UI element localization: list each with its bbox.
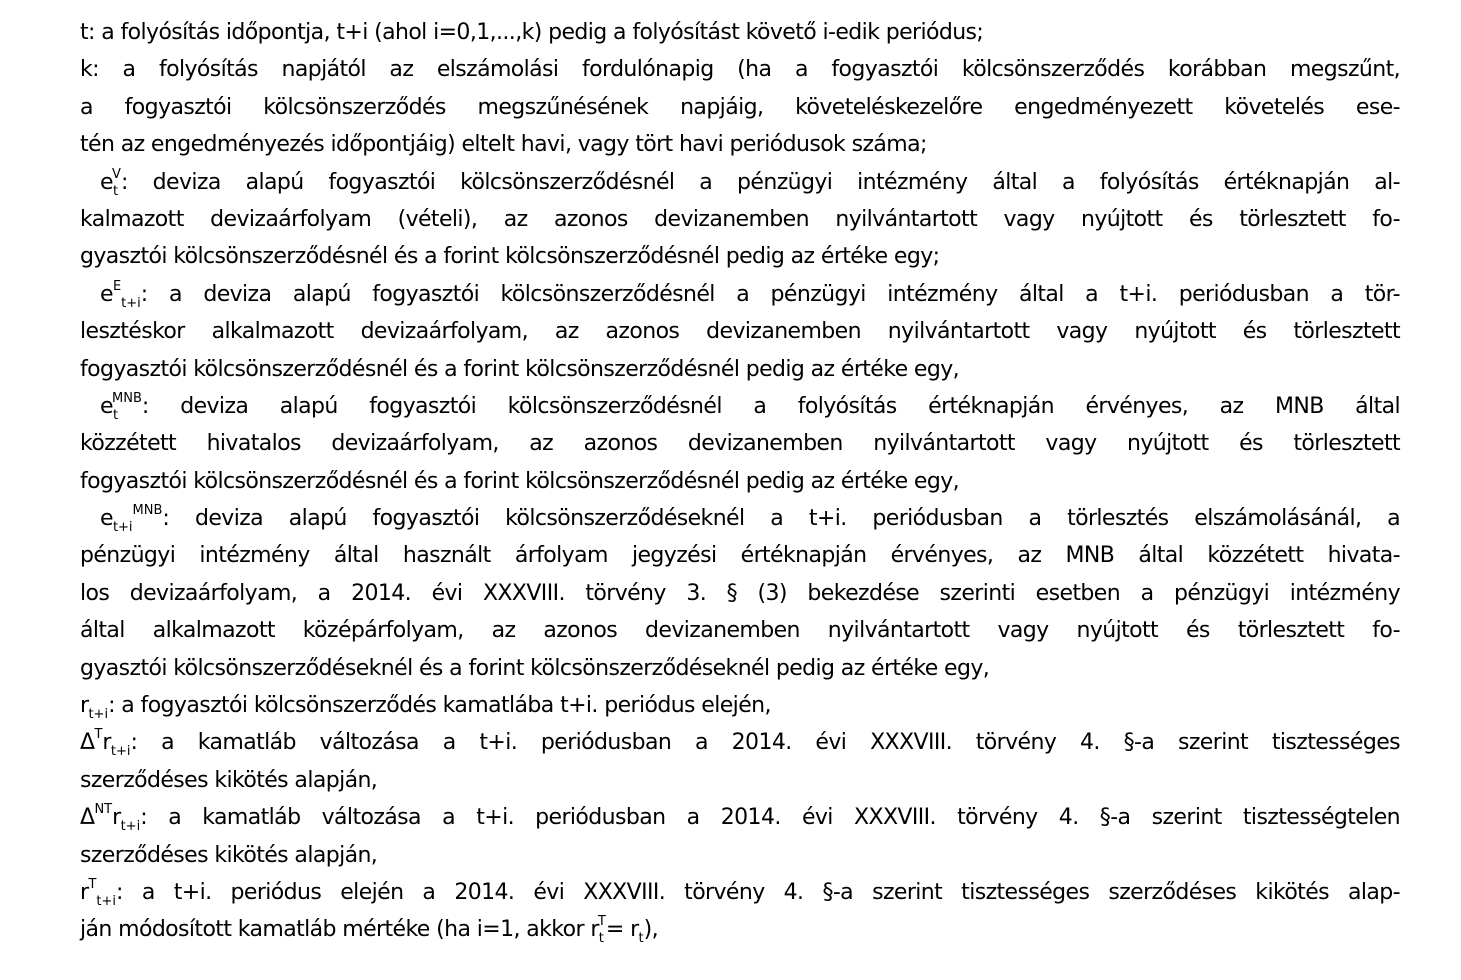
symbol-base: Δ [80, 805, 95, 831]
text-line: : a t+i. periódus elején a 2014. évi XXXVIII. törvény 4. §-a szerint tisztességes szerződéses kikötés alap- [116, 879, 1400, 905]
text-line: a fogyasztói kölcsönszerződés megszűnésének napjáig, követeléskezelőre engedményezett követelés ese- [80, 94, 1400, 120]
symbol [80, 802, 141, 835]
definition-e-t-v-cont [80, 201, 1400, 238]
definition-r-t-i [80, 687, 1400, 724]
text-line: kalmazott devizaárfolyam (vételi), az azonos devizanemben nyilvántartott vagy nyújtott és törlesztett fo- [80, 206, 1400, 232]
definition-e-e-t-i-cont [80, 313, 1400, 350]
text-line: ), [643, 917, 659, 943]
definition-e-t-i-mnb [80, 500, 1400, 537]
formula-sup: T [597, 914, 606, 930]
text-line: tén az engedményezés időpontjáig) eltelt havi, vagy tört havi periódusok száma; [80, 132, 927, 158]
definition-t [80, 14, 1400, 51]
definition-delta-t-r [80, 724, 1400, 761]
symbol-sup: NT [94, 802, 113, 818]
definition-e-t-i-mnb-cont [80, 612, 1400, 649]
symbol-sup: MNB [112, 390, 142, 406]
symbol-base: e [100, 169, 113, 195]
text-line: fogyasztói kölcsönszerződésnél és a forint kölcsönszerződésnél pedig az értéke egy, [80, 356, 960, 382]
symbol [100, 503, 163, 536]
definition-e-t-mnb-cont [80, 463, 1400, 500]
symbol-sub: t+i [121, 295, 141, 311]
definition-r-t-t-i-cont [80, 911, 1400, 948]
symbol-base-2: r [112, 805, 121, 831]
symbol [80, 876, 117, 909]
text-line: lesztéskor alkalmazott devizaárfolyam, az azonos devizanemben nyilvántartott vagy nyújtott és törlesztett [80, 319, 1400, 345]
symbol-sup: T [88, 876, 97, 892]
symbol-sup: T [94, 727, 103, 743]
definition-k-cont [80, 126, 1400, 163]
symbol-sub: t+i [120, 819, 141, 835]
symbol-sub: t+i [112, 520, 133, 536]
text-line: pénzügyi intézmény által használt árfolyam jegyzési értéknapján érvényes, az MNB által közzétett hivata- [80, 543, 1400, 569]
text-line: által alkalmazott középárfolyam, az azonos devizanemben nyilvántartott vagy nyújtott és törlesztett fo- [80, 618, 1400, 644]
text-line: szerződéses kikötés alapján, [80, 767, 378, 793]
text-line: : a kamatláb változása a t+i. periódusban a 2014. évi XXXVIII. törvény 4. §-a szerint tisztességtelen [140, 805, 1400, 831]
text-line: fogyasztói kölcsönszerződésnél és a forint kölcsönszerződésnél pedig az értéke egy, [80, 468, 960, 494]
text-line: : a fogyasztói kölcsönszerződés kamatlába t+i. periódus elején, [108, 693, 771, 719]
symbol-sup: E [112, 278, 122, 294]
text-line: = r [605, 917, 639, 943]
definition-delta-nt-r-cont [80, 837, 1400, 874]
symbol-base: e [100, 393, 113, 419]
symbol-base: r [80, 879, 89, 905]
text-line: gyasztói kölcsönszerződésnél és a forint kölcsönszerződésnél pedig az értéke egy; [80, 244, 940, 270]
symbol-sub: t+i [96, 893, 117, 909]
text-line: : deviza alapú fogyasztói kölcsönszerződésnél a pénzügyi intézmény által a folyósítás értéknapján al- [120, 169, 1400, 195]
symbol-sub: t+i [110, 744, 131, 760]
definition-e-t-mnb-cont [80, 425, 1400, 462]
text-line: : deviza alapú fogyasztói kölcsönszerződéseknél a t+i. periódusban a törlesztés elszámolásánál, a [162, 506, 1400, 532]
definition-e-e-t-i [80, 276, 1400, 313]
symbol [80, 693, 109, 723]
text-line: : a deviza alapú fogyasztói kölcsönszerződésnél a pénzügyi intézmény által a t+i. periódusban a tör- [140, 281, 1400, 307]
definition-k [80, 51, 1400, 88]
symbol-base: e [100, 506, 113, 532]
text-line: : a kamatláb változása a t+i. periódusban a 2014. évi XXXVIII. törvény 4. §-a szerint tisztességes [130, 730, 1400, 756]
symbol [100, 390, 142, 423]
symbol-base-2: r [102, 730, 111, 756]
text-line: k: a folyósítás napjától az elszámolási fordulónapig (ha a fogyasztói kölcsönszerződés korábban megszűnt, [80, 57, 1400, 83]
text-line: : deviza alapú fogyasztói kölcsönszerződésnél a folyósítás értéknapján érvényes, az MNB által [141, 393, 1400, 419]
symbol [80, 727, 131, 760]
definition-r-t-t-i [80, 874, 1400, 911]
symbol-sup: V [112, 166, 121, 182]
definition-k-cont [80, 89, 1400, 126]
definition-e-t-i-mnb-cont [80, 650, 1400, 687]
symbol-base: Δ [80, 730, 95, 756]
formula-sub: t [598, 931, 604, 947]
symbol-base: e [100, 281, 113, 307]
text-line: közzétett hivatalos devizaárfolyam, az azonos devizanemben nyilvántartott vagy nyújtott és törlesztett [80, 431, 1400, 457]
definition-e-t-mnb [80, 388, 1400, 425]
symbol-sub: t+i [88, 707, 109, 723]
symbol-sub: t [112, 183, 119, 199]
symbol-sub: t [112, 407, 119, 423]
definition-e-t-i-mnb-cont [80, 575, 1400, 612]
symbol [100, 278, 141, 311]
symbol-sup: MNB [132, 503, 163, 519]
text-line: gyasztói kölcsönszerződéseknél és a forint kölcsönszerződéseknél pedig az értéke egy, [80, 655, 990, 681]
text-line: szerződéses kikötés alapján, [80, 842, 378, 868]
definition-e-e-t-i-cont [80, 351, 1400, 388]
formula-sub: t [638, 931, 644, 947]
definition-delta-nt-r [80, 799, 1400, 836]
symbol [100, 166, 121, 199]
text-line: ján módosított kamatláb mértéke (ha i=1, akkor r [80, 917, 599, 943]
symbol-base: r [80, 693, 89, 719]
text-line: los devizaárfolyam, a 2014. évi XXXVIII. törvény 3. § (3) bekezdése szerinti esetben a pénzügyi intézmény [80, 580, 1400, 606]
text-line: t: a folyósítás időpontja, t+i (ahol i=0,1,...,k) pedig a folyósítást követő i-edik periódus; [80, 20, 984, 45]
definition-e-t-v [80, 164, 1400, 201]
definition-e-t-i-mnb-cont [80, 537, 1400, 574]
document-page [80, 0, 1400, 949]
definition-delta-t-r-cont [80, 762, 1400, 799]
definition-e-t-v-cont [80, 238, 1400, 275]
